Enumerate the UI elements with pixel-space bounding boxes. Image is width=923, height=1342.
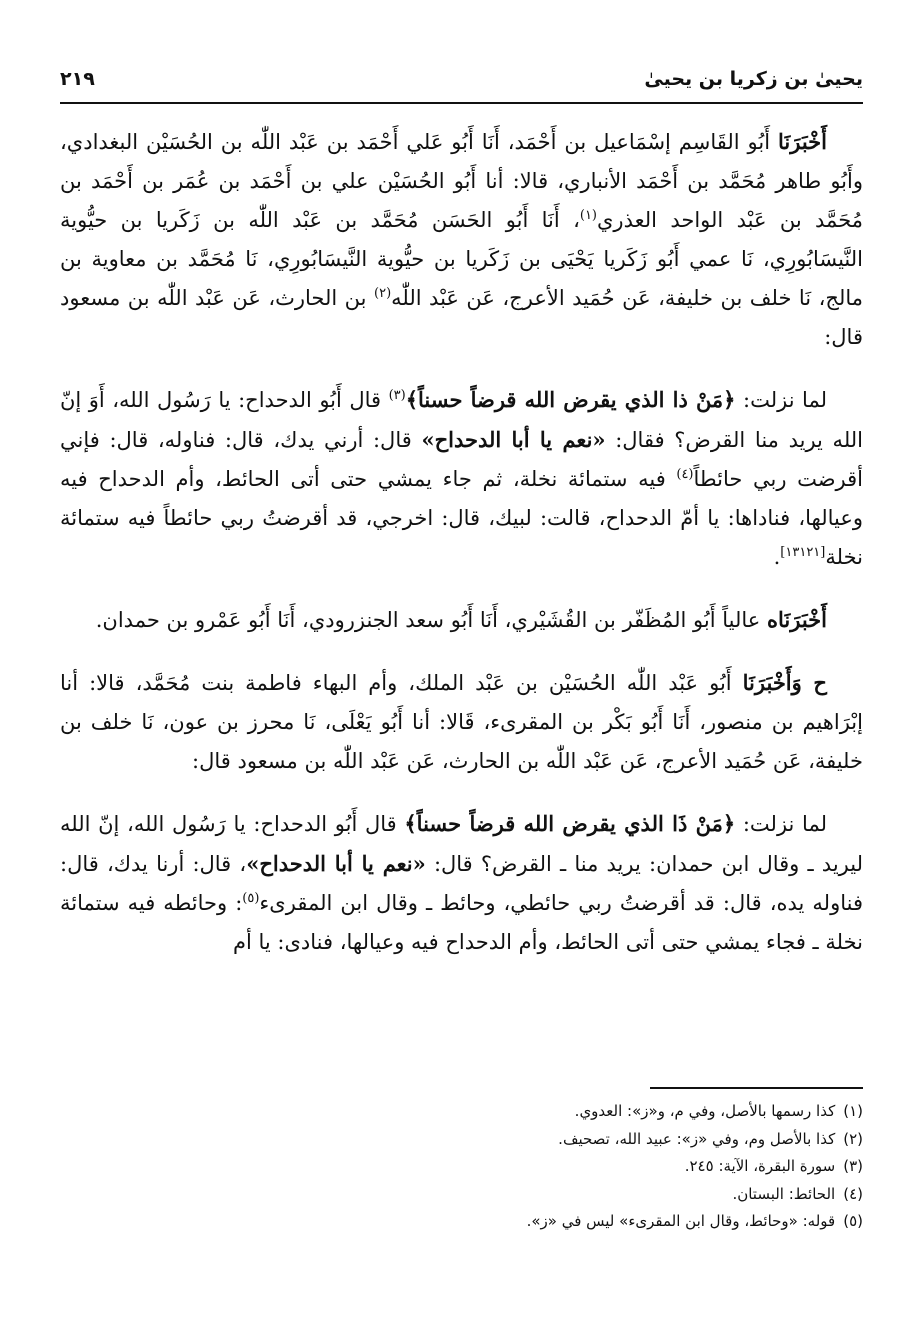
footnote-ref: (٤)	[676, 467, 694, 482]
footnote-number: (٣)	[843, 1157, 863, 1175]
footnote-ref: (٣)	[388, 388, 406, 403]
footnote-text: كذا بالأصل وم، وفي «ز»: عبيد الله، تصحيف.	[558, 1129, 836, 1148]
paragraph-5	[60, 804, 863, 962]
quran-quote: ﴿مَنْ ذا الذي يقرض الله قرضاً حسناً﴾	[405, 387, 736, 412]
paragraph-3	[60, 600, 863, 640]
page-header	[60, 62, 863, 104]
paragraph-text: قال أَبُو الدحداح: يا رَسُول الله، أَوَ إنّ الله يريد منا القرض؟ فقال:	[60, 388, 864, 452]
main-text	[60, 122, 863, 985]
paragraph-text: .	[773, 545, 781, 569]
quran-quote: ﴿مَنْ ذَا الذي يقرض الله قرضاً حسناً﴾	[404, 811, 736, 836]
footnote-separator	[650, 1087, 863, 1089]
footnote-ref: (١)	[579, 208, 597, 223]
footnote-text: قوله: «وحائط، وقال ابن المقرىء» ليس في «ز».	[526, 1212, 836, 1230]
footnote-ref: (٥)	[242, 891, 260, 906]
paragraph-1	[60, 122, 863, 357]
paragraph-text: أَبُو عَبْد اللّٰه الحُسَيْن بن عَبْد الملك، وأم البهاء فاطمة بنت مُحَمَّد، قالا: أنا إبْرَاهيم بن منصور، أَنَا أَبُو بَكْر بن المقرىء، قَالا: أنا أَبُو يَعْلَى، نَا محرز بن عون، نَا خلف بن خليفة، عَن حُمَيد الأعرج، عَن عَبْد اللّٰه بن الحارث، عَن عَبْد اللّٰه بن مسعود قال:	[60, 671, 863, 773]
paragraph-text: قال أَبُو الدحداح: يا رَسُول الله، إنّ الله ليريد ـ وقال ابن حمدان: يريد منا ـ القرض؟ قال:	[60, 812, 863, 876]
footnote-number: (٢)	[843, 1129, 863, 1148]
paragraph-lead: لما نزلت:	[735, 812, 827, 836]
paragraph-text: عالياً أَبُو المُظَفّر بن القُشَيْري، أَنَا أَبُو سعد الجنزرودي، أَنَا أَبُو عَمْرو بن حمدان.	[95, 608, 767, 632]
footnote	[60, 1098, 863, 1126]
footnote-number: (٥)	[843, 1212, 863, 1230]
footnote-text: كذا رسمها بالأصل، وفي م، و«ز»: العدوي.	[574, 1102, 836, 1120]
footnote-ref: (٢)	[374, 286, 392, 301]
paragraph-4	[60, 663, 863, 781]
paragraph-text: : وحائطه فيه ستمائة نخلة ـ فجاء يمشي حتى أتى الحائط، وأم الدحداح فيه وعيالها، فنادى: يا أم	[60, 891, 863, 954]
footnotes	[60, 1098, 863, 1236]
isnad-lead: أَخْبَرَنَا	[778, 129, 827, 154]
paragraph-text: ، أَنَا أَبُو الحَسَن مُحَمَّد بن عَبْد اللّٰه بن زَكَريا بن حيُّوية النَّيسَابُورِي، نَا عمي أَبُو زَكَريا يَحْيَى بن زَكَريا بن حيُّوية النَّيسَابُورِي، نَا مُحَمَّد بن معاوية بن مالج، نَا خلف بن خليفة، عَن حُمَيد الأعرج، عَن عَبْد اللّٰه	[60, 208, 863, 310]
footnote-number: (٤)	[843, 1184, 863, 1203]
page-number: ٢١٩	[60, 68, 95, 90]
isnad-lead: ح وَأَخْبَرَنَا	[742, 670, 827, 695]
isnad-lead: أَخْبَرَنَاه	[767, 607, 827, 632]
paragraph-text: فيه ستمائة نخلة، ثم جاء يمشي حتى أتى الحائط، وأم الدحداح فيه وعيالها، فناداها: يا أمّ الدحداح، قالت: لبيك، قال: اخرجي، قد أقرضتُ ربي حائطاً فيه ستمائة نخلة	[60, 467, 863, 569]
paragraph-text: بن الحارث، عَن عَبْد اللّٰه بن مسعود قال:	[60, 286, 863, 349]
paragraph-lead: لما نزلت:	[735, 388, 827, 412]
hadith-quote: «نعم يا أبا الدحداح»	[246, 851, 426, 876]
footnote	[60, 1181, 863, 1209]
footnote	[60, 1153, 863, 1181]
paragraph-text: قال: أرني يدك، قال: فناوله، قال: فإني أقرضت ربي حائطاً	[60, 428, 863, 491]
hadith-quote: «نعم يا أبا الدحداح»	[421, 427, 606, 452]
footnote	[60, 1126, 863, 1154]
footnote-text: الحائط: البستان.	[732, 1184, 836, 1203]
paragraph-2	[60, 380, 863, 577]
footnote-text: سورة البقرة، الآية: ٢٤٥.	[684, 1157, 836, 1175]
running-title: يحيىٰ بن زكريا بن يحيىٰ	[644, 68, 863, 90]
footnote-number: (١)	[843, 1102, 863, 1120]
hadith-number: [١٣١٢١]	[780, 545, 826, 560]
footnote	[60, 1208, 863, 1236]
paragraph-text: ، قال: أرنا يدك، قال: فناوله يده، قال: قد أقرضتُ ربي حائطي، وحائط ـ وقال ابن المقرىء	[60, 852, 863, 915]
paragraph-text: أَبُو القَاسِم إسْمَاعيل بن أَحْمَد، أَنَا أَبُو عَلي أَحْمَد بن عَبْد اللّٰه بن الحُسَيْن البغدادي، وأَبُو طاهر مُحَمَّد بن أَحْمَد الأنباري، قالا: أنا أَبُو الحُسَيْن علي بن أَحْمَد بن عُمَر بن أَحْمَد بن مُحَمَّد بن عَبْد الواحد العذري	[60, 130, 863, 232]
